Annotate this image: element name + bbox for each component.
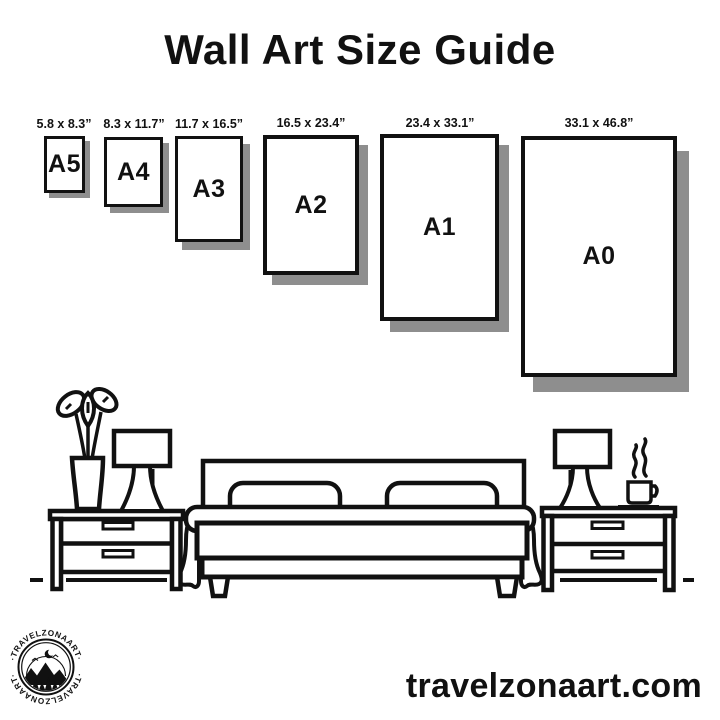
nightstand-left	[50, 511, 183, 589]
nightstand-leg	[665, 516, 674, 590]
size-code-a2: A2	[294, 190, 328, 219]
vase	[72, 458, 103, 509]
nightstand-leg	[53, 519, 62, 589]
size-label-a0: 33.1 x 46.8”	[564, 116, 634, 130]
size-frame-a5	[44, 136, 85, 193]
size-label-a1: 23.4 x 33.1”	[405, 116, 475, 130]
bed-leg-right	[497, 577, 517, 596]
size-code-a3: A3	[192, 174, 226, 203]
logo-text-bottom: ·TRAVELZONAART·	[8, 672, 84, 706]
size-code-a0: A0	[582, 242, 616, 270]
table-lamp-right	[555, 431, 610, 508]
lamp-shade	[555, 431, 610, 467]
size-frame-a4	[104, 137, 163, 207]
size-label-a4: 8.3 x 11.7”	[103, 117, 165, 131]
lamp-shade	[114, 431, 170, 466]
table-lamp-left	[114, 431, 170, 511]
size-frame-a3	[175, 136, 243, 242]
mattress	[197, 523, 527, 558]
bed-base	[202, 558, 522, 577]
logo-badge	[3, 624, 89, 710]
coffee-cup	[618, 439, 659, 507]
nightstand-leg	[172, 519, 181, 589]
nightstand-right	[542, 508, 675, 590]
website-url: travelzonaart.com	[405, 667, 702, 705]
size-frame-a0	[521, 136, 677, 377]
lamp-stem	[560, 467, 600, 508]
bed-leg-left	[210, 577, 228, 596]
size-label-a5: 5.8 x 8.3”	[36, 117, 92, 131]
size-frame-a2	[263, 135, 359, 275]
plant-vase	[53, 384, 120, 509]
steam-icon	[643, 439, 646, 476]
lamp-stem	[121, 466, 163, 511]
bedroom-illustration	[0, 380, 720, 605]
size-code-a5: A5	[48, 150, 81, 178]
steam-icon	[633, 445, 636, 477]
size-frame-a1	[380, 134, 499, 321]
page-title: Wall Art Size Guide	[164, 26, 556, 73]
cup-body	[628, 482, 651, 503]
size-code-a4: A4	[117, 157, 150, 186]
size-label-a2: 16.5 x 23.4”	[276, 116, 346, 130]
logo-text-top: ·TRAVELZONAART·	[8, 628, 84, 662]
nightstand-leg	[544, 516, 553, 590]
size-label-a3: 11.7 x 16.5”	[174, 117, 244, 131]
bed	[178, 461, 542, 596]
size-code-a1: A1	[423, 213, 456, 241]
